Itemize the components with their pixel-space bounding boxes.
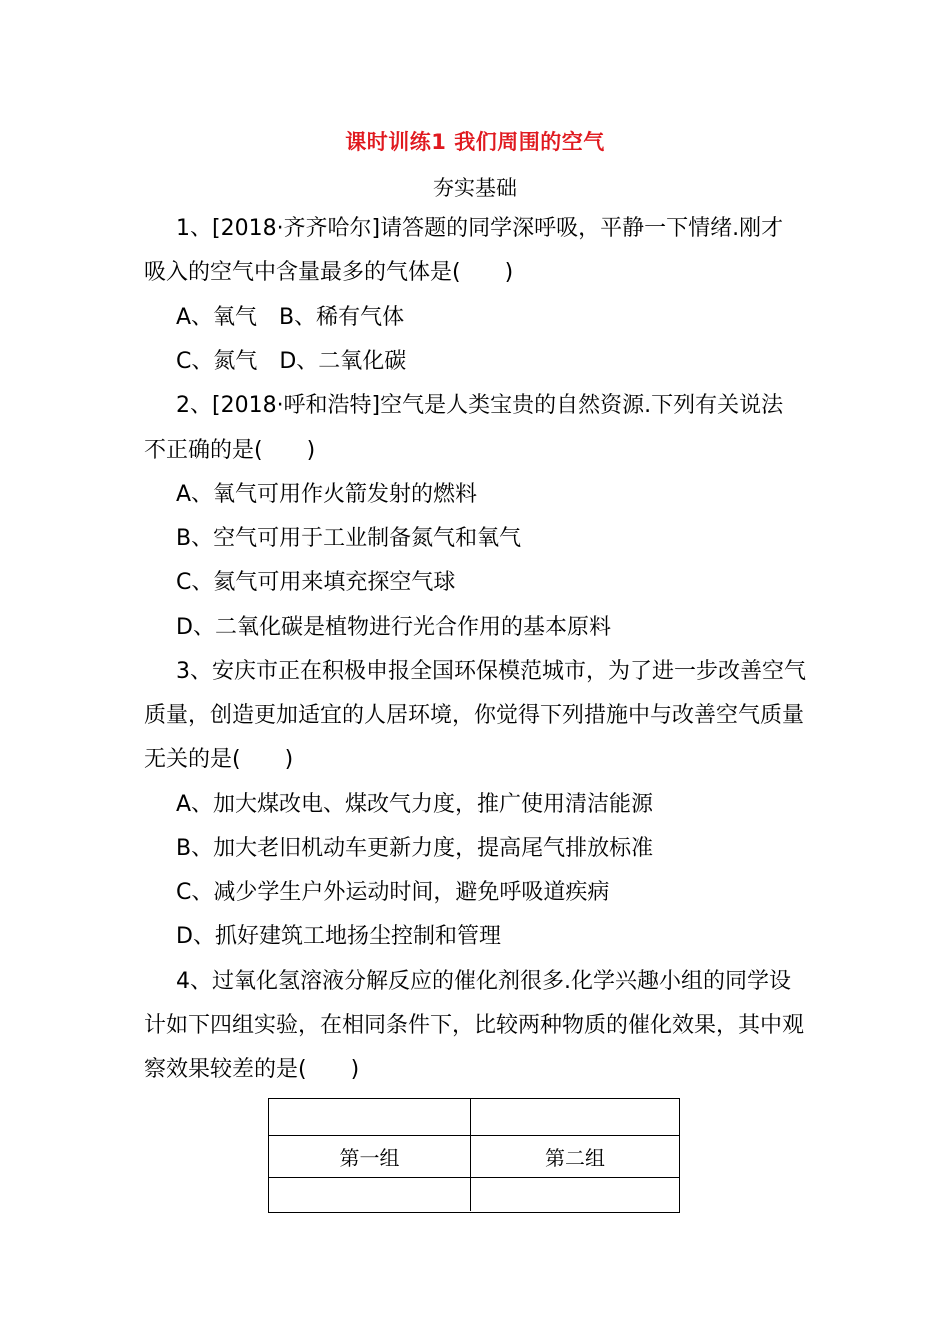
- table-row: [269, 1099, 679, 1136]
- question-3-line-1: 3、安庆市正在积极申报全国环保模范城市，为了进一步改善空气: [176, 659, 806, 684]
- table-cell-group-2: 第二组: [545, 1145, 605, 1170]
- question-3-line-3: 无关的是( ): [144, 747, 294, 772]
- question-3-option-b: B、加大老旧机动车更新力度，提高尾气排放标准: [176, 836, 654, 861]
- table-cell: [269, 1177, 471, 1211]
- question-3-option-c: C、减少学生户外运动时间，避免呼吸道疾病: [176, 880, 610, 905]
- question-1-line-2: 吸入的空气中含量最多的气体是( ): [144, 260, 514, 285]
- question-2-option-d: D、二氧化碳是植物进行光合作用的基本原料: [176, 615, 611, 640]
- question-1-option-ab: A、氧气 B、稀有气体: [176, 305, 405, 330]
- question-2-option-b: B、空气可用于工业制备氮气和氧气: [176, 526, 522, 551]
- section-heading: 夯实基础: [433, 176, 517, 200]
- question-2-line-1: 2、[2018·呼和浩特]空气是人类宝贵的自然资源.下列有关说法: [176, 393, 784, 418]
- question-4-line-1: 4、过氧化氢溶液分解反应的催化剂很多.化学兴趣小组的同学设: [176, 969, 791, 994]
- table-cell: [471, 1177, 679, 1211]
- question-3-line-2: 质量，创造更加适宜的人居环境，你觉得下列措施中与改善空气质量: [144, 703, 805, 728]
- question-3-option-a: A、加大煤改电、煤改气力度，推广使用清洁能源: [176, 792, 654, 817]
- table-row: [269, 1135, 679, 1178]
- question-1-option-cd: C、氮气 D、二氧化碳: [176, 349, 407, 374]
- question-2-line-2: 不正确的是( ): [144, 438, 316, 463]
- table-cell: [471, 1099, 679, 1135]
- question-4-line-3: 察效果较差的是( ): [144, 1057, 360, 1082]
- question-2-option-a: A、氧气可用作火箭发射的燃料: [176, 482, 478, 507]
- table-cell: [269, 1099, 471, 1135]
- table-cell-group-1: 第一组: [269, 1135, 471, 1177]
- page-title: 课时训练1 我们周围的空气: [345, 130, 605, 154]
- question-4-line-2: 计如下四组实验，在相同条件下，比较两种物质的催化效果，其中观: [144, 1013, 805, 1038]
- question-1-line-1: 1、[2018·齐齐哈尔]请答题的同学深呼吸，平静一下情绪.刚才: [176, 216, 784, 241]
- question-2-option-c: C、氦气可用来填充探空气球: [176, 570, 456, 595]
- experiment-table: [268, 1098, 680, 1213]
- table-row: [269, 1177, 679, 1211]
- question-3-option-d: D、抓好建筑工地扬尘控制和管理: [176, 924, 501, 949]
